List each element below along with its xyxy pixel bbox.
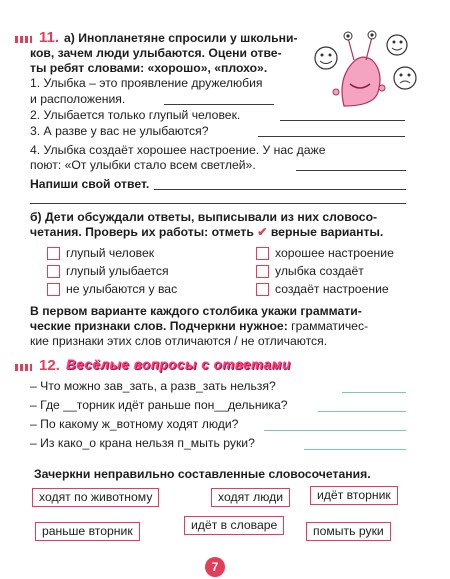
exercise-12-marker xyxy=(15,364,32,371)
page-number: 7 xyxy=(205,557,225,577)
own-answer-line-1[interactable] xyxy=(154,189,406,190)
option-left-2: глупый улыбается xyxy=(66,264,169,278)
exercise-11-marker xyxy=(15,36,32,43)
answer-4-write-line[interactable] xyxy=(296,170,406,171)
part-b-instruction: четания. Проверь их работы: отметь xyxy=(30,225,254,239)
phrase-box-1[interactable]: ходят по животному xyxy=(32,488,159,507)
answer-1-line-1: 1. Улыбка – это проявление дружелюбия xyxy=(30,76,263,90)
part-c-line-3: кие признаки этих слов отличаются / не отличаются. xyxy=(30,334,328,348)
option-left-1: глупый человек xyxy=(66,246,155,260)
phrase-box-6[interactable]: помыть руки xyxy=(306,522,391,541)
checkmark-icon: ✔ xyxy=(257,225,268,239)
answer-4-line-1: 4. Улыбка создаёт хорошее настроение. У нас даже xyxy=(30,143,326,157)
option-right-3: создаёт настроение xyxy=(275,282,389,296)
part-c-line-2 xyxy=(30,319,368,334)
question-3: – По какому ж_вотному ходят люди? xyxy=(30,417,239,431)
own-answer-line-2[interactable] xyxy=(30,203,406,204)
answer-1-write-line[interactable] xyxy=(164,104,274,105)
phrase-box-5[interactable]: идёт в словаре xyxy=(184,516,284,535)
part-b-instruction-end: верные варианты. xyxy=(270,225,384,239)
exercise-11-intro-line-3: ты ребят словами: «хорошо», «плохо». xyxy=(30,61,268,75)
part-c-instruction: ческие признаки слов. Подчеркни нужное: xyxy=(30,319,288,333)
phrase-box-2[interactable]: ходят люди xyxy=(211,488,290,507)
option-right-2: улыбка создаёт xyxy=(275,264,364,278)
question-4-answer-line[interactable] xyxy=(304,449,406,450)
part-b-line-1: б) Дети обсуждали ответы, выписывали из них словосо- xyxy=(30,210,378,224)
exercise-11-intro-line-1: а) Инопланетяне спросили у школьни- xyxy=(64,31,298,45)
exercise-11-intro-line-2: ков, зачем люди улыбаются. Оцени отве- xyxy=(30,46,282,60)
answer-4-line-2: поют: «От улыбки стало всем светлей». xyxy=(30,158,256,172)
phrase-box-3[interactable]: идёт вторник xyxy=(310,486,398,505)
answer-2-write-line[interactable] xyxy=(280,120,405,121)
checkbox-right-1[interactable] xyxy=(256,247,269,260)
question-1-answer-line[interactable] xyxy=(342,392,406,393)
answer-3-line-1: 3. А разве у вас не улыбаются? xyxy=(30,124,209,138)
option-right-1: хорошее настроение xyxy=(275,246,394,260)
answer-2-line-1: 2. Улыбается только глупый человек. xyxy=(30,108,241,122)
checkbox-left-3[interactable] xyxy=(47,283,60,296)
cross-out-instruction: Зачеркни неправильно составленные словосочетания. xyxy=(34,467,371,481)
exercise-12-number: 12. xyxy=(39,357,60,374)
question-2-answer-line[interactable] xyxy=(318,411,406,412)
checkbox-right-3[interactable] xyxy=(256,283,269,296)
question-4: – Из како_о крана нельзя п_мыть руки? xyxy=(30,436,255,450)
checkbox-right-2[interactable] xyxy=(256,265,269,278)
answer-3-write-line[interactable] xyxy=(258,136,405,137)
exercise-11-number: 11. xyxy=(39,29,60,46)
smiling-alien-icon xyxy=(312,22,420,108)
question-3-answer-line[interactable] xyxy=(264,430,406,431)
phrase-box-4[interactable]: раньше вторник xyxy=(35,522,140,541)
answer-1-line-2: и расположения. xyxy=(30,92,126,106)
checkbox-left-1[interactable] xyxy=(47,247,60,260)
option-left-3: не улыбаются у вас xyxy=(66,282,178,296)
question-1: – Что можно зав_зать, а разв_зать нельзя? xyxy=(30,379,276,393)
checkbox-left-2[interactable] xyxy=(47,265,60,278)
part-b-line-2 xyxy=(30,225,383,240)
question-2: – Где __торник идёт раньше пон__дельника? xyxy=(30,398,288,412)
part-c-grammar-text: грамматичес- xyxy=(291,319,369,333)
own-answer-prompt: Напиши свой ответ. xyxy=(30,177,150,191)
exercise-12-title: Весёлые вопросы с ответами xyxy=(66,357,291,372)
part-c-line-1: В первом варианте каждого столбика укажи граммати- xyxy=(30,304,362,318)
